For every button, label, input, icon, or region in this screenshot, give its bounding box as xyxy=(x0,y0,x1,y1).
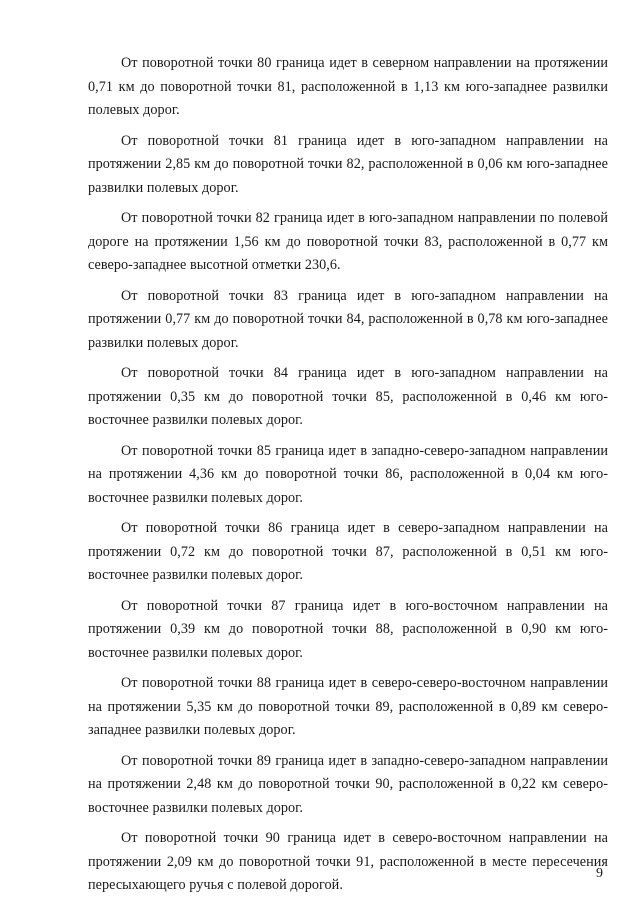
paragraph-turn-point-82: От поворотной точки 82 граница идет в юго-западном направлении по полевой дороге на протяжении 1,56 км до поворотной точки 83, расположенной в 0,77 км северо-западнее высотной отметки 230,6. xyxy=(88,210,608,274)
document-body xyxy=(88,52,608,905)
paragraph-turn-point-86: От поворотной точки 86 граница идет в северо-западном направлении на протяжении 0,72 км до поворотной точки 87, расположенной в 0,51 км юго-восточнее развилки полевых дорог. xyxy=(88,520,608,584)
paragraph-turn-point-80: От поворотной точки 80 граница идет в северном направлении на протяжении 0,71 км до поворотной точки 81, расположенной в 1,13 км юго-западнее развилки полевых дорог. xyxy=(88,55,608,119)
paragraph-turn-point-81: От поворотной точки 81 граница идет в юго-западном направлении на протяжении 2,85 км до поворотной точки 82, расположенной в 0,06 км юго-западнее развилки полевых дорог. xyxy=(88,132,608,196)
page-number: 9 xyxy=(596,866,603,881)
paragraph-turn-point-87: От поворотной точки 87 граница идет в юго-восточном направлении на протяжении 0,39 км до поворотной точки 88, расположенной в 0,90 км юго-восточнее развилки полевых дорог. xyxy=(88,597,608,661)
paragraph-turn-point-83: От поворотной точки 83 граница идет в юго-западном направлении на протяжении 0,77 км до поворотной точки 84, расположенной в 0,78 км юго-западнее развилки полевых дорог. xyxy=(88,287,608,351)
paragraph-turn-point-88: От поворотной точки 88 граница идет в северо-северо-восточном направлении на протяжении 5,35 км до поворотной точки 89, расположенной в 0,89 км северо-западнее развилки полевых дорог. xyxy=(88,675,608,739)
paragraph-turn-point-85: От поворотной точки 85 граница идет в западно-северо-западном направлении на протяжении 4,36 км до поворотной точки 86, расположенной в 0,04 км юго-восточнее развилки полевых дорог. xyxy=(88,442,608,506)
paragraph-turn-point-84: От поворотной точки 84 граница идет в юго-западном направлении на протяжении 0,35 км до поворотной точки 85, расположенной в 0,46 км юго-восточнее развилки полевых дорог. xyxy=(88,365,608,429)
paragraph-turn-point-90: От поворотной точки 90 граница идет в северо-восточном направлении на протяжении 2,09 км до поворотной точки 91, расположенной в месте пересечения пересыхающего ручья с полевой дорогой. xyxy=(88,830,608,894)
paragraph-turn-point-89: От поворотной точки 89 граница идет в западно-северо-западном направлении на протяжении 2,48 км до поворотной точки 90, расположенной в 0,22 км северо-восточнее развилки полевых дорог. xyxy=(88,752,608,816)
